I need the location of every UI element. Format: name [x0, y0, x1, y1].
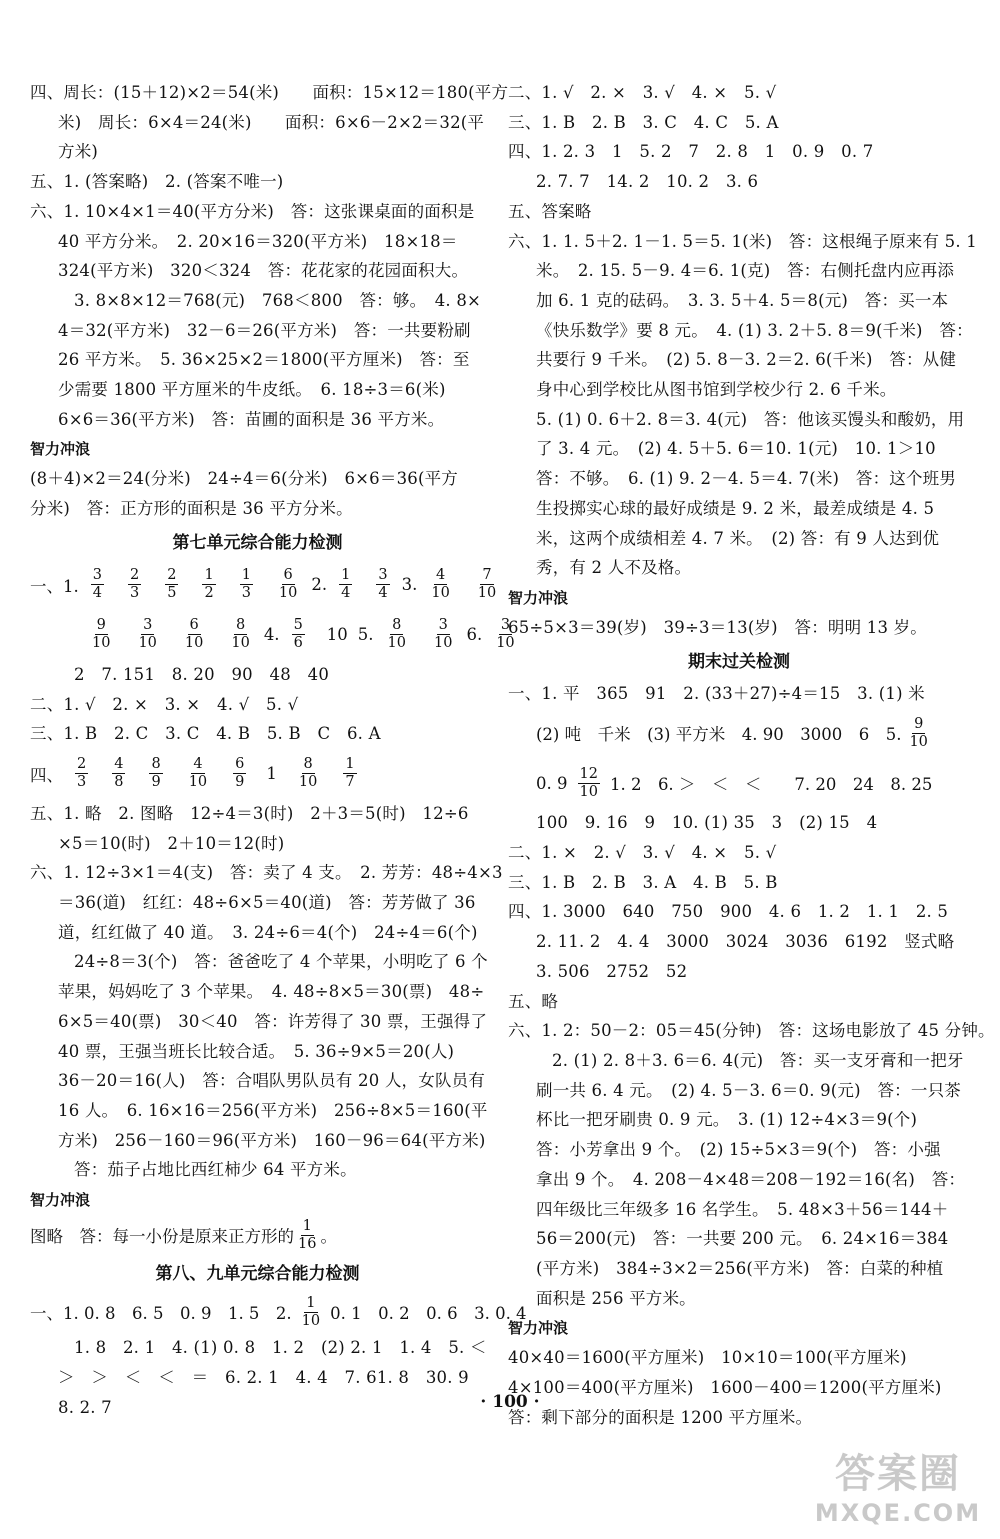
text-line: 了 3. 4 元。 (2) 4. 5＋5. 6＝10. 1(元) 10. 1＞10 — [536, 439, 936, 459]
fraction: $\frac{3}{10}$ — [434, 617, 453, 652]
fraction: $\frac{5}{6}$ — [293, 617, 303, 652]
text-line: ＞ ＞ ＜ ＜ ＝ 6. 2. 1 4. 4 7. 61. 8 30. 9 — [58, 1367, 469, 1387]
text-line: 100 9. 16 9 10. (1) 35 3 (2) 15 4 — [536, 813, 878, 833]
fraction: $\frac{8}{9}$ — [151, 756, 161, 791]
text-line: 答：小芳拿出 9 个。 (2) 15÷5×3＝9(个) 答：小强 — [536, 1140, 941, 1160]
text-line: (8＋4)×2＝24(分米) 24÷4＝6(分米) 6×6＝36(平方 — [30, 469, 459, 489]
text-line: 答：剩下部分的面积是 1200 平方厘米。 — [508, 1407, 813, 1427]
text-line: 2. 11. 2 4. 4 3000 3024 3036 6192 竖式略 — [536, 932, 955, 952]
watermark-text: 答案圈 — [835, 1451, 961, 1497]
text-line: ×5＝10(时) 2＋10＝12(时) — [58, 833, 285, 853]
fraction: $\frac{9}{10}$ — [92, 617, 111, 652]
fraction: $\frac{4}{10}$ — [431, 567, 450, 602]
fraction: $\frac{2}{3}$ — [77, 756, 87, 791]
text-line: 身中心到学校比从图书馆到学校少行 2. 6 千米。 — [536, 380, 897, 400]
fraction: $\frac{4}{10}$ — [188, 756, 208, 791]
text-line: 1. 8 2. 1 4. (1) 0. 8 1. 2 (2) 2. 1 1. 4 5. ＜ — [74, 1338, 487, 1358]
section-heading: 第八、九单元综合能力检测 — [155, 1264, 360, 1285]
text-line: 四、周长：(15＋12)×2＝54(米) 面积：15×12＝180(平方 — [30, 83, 509, 102]
fraction: $\frac{9}{10}$ — [909, 715, 928, 750]
text-line: 少需要 1800 平方厘米的牛皮纸。 6. 18÷3＝6(米) — [58, 380, 446, 400]
text-line: 四、1. 3000 640 750 900 4. 6 1. 2 1. 1 2. 5 — [508, 902, 949, 922]
text-line: 40 票，王强当班长比较合适。 5. 36÷9×5＝20(人) — [58, 1041, 455, 1061]
text-line: 4×100＝400(平方厘米) 1600－400＝1200(平方厘米) — [508, 1378, 942, 1398]
text-line: 共要行 9 千米。 (2) 5. 8－3. 2＝2. 6(千米) 答：从健 — [536, 350, 957, 370]
item-number: 6. — [466, 625, 483, 645]
text-line: 六、1. 12÷3×1＝4(支) 答：卖了 4 支。 2. 芳芳：48÷4×3 — [30, 863, 503, 883]
text-line: 道，红红做了 40 道。 3. 24÷6＝4(个) 24÷4＝6(个) — [58, 922, 478, 942]
item-number: 5. — [357, 625, 374, 645]
text-line: 8. 2. 7 — [58, 1397, 112, 1417]
fraction: $\frac{1}{10}$ — [301, 1294, 321, 1329]
text-line: 六、1. 2：50－2：05＝45(分钟) 答：这场电影放了 45 分钟。 — [508, 1021, 995, 1041]
left-column — [30, 78, 527, 1422]
text-line: 2 7. 151 8. 20 90 48 40 — [74, 664, 330, 684]
text-line: 五、答案略 — [508, 201, 592, 221]
text-line: 杯比一把牙刷贵 0. 9 元。 3. (1) 12÷4×3＝9(个) — [536, 1110, 918, 1130]
fraction-row — [30, 560, 497, 610]
right-column — [508, 78, 995, 1432]
text-line: 26 平方米。 5. 36×25×2＝1800(平方厘米) 答：至 — [58, 350, 470, 370]
section-subtitle: 智力冲浪 — [508, 588, 569, 607]
item-number: 2. — [311, 575, 328, 595]
text-line: 五、1. (答案略) 2. (答案不唯一) — [30, 172, 284, 192]
fraction: $\frac{3}{4}$ — [92, 567, 102, 602]
fraction: $\frac{4}{8}$ — [114, 756, 124, 791]
text-line: 2. 7. 7 14. 2 10. 2 3. 6 — [536, 172, 759, 192]
item-number: 3. — [401, 575, 418, 595]
item-number: 四、 — [30, 765, 63, 785]
section-subtitle: 智力冲浪 — [30, 1191, 91, 1210]
text-line: 4＝32(平方米) 32－6＝26(平方米) 答：一共要粉刷 — [58, 320, 471, 340]
text-line: 加 6. 1 克的砝码。 3. 3. 5＋4. 5＝8(元) 答：买一本 — [536, 290, 949, 310]
text-line: (2) 吨 千米 (3) 平方米 4. 90 3000 6 5. — [536, 725, 902, 745]
fraction: $\frac{1}{4}$ — [341, 567, 351, 602]
fraction: $\frac{6}{10}$ — [278, 567, 298, 602]
answer-value: 10 — [326, 625, 348, 645]
text-line: 米) 周长：6×4＝24(米) 面积：6×6－2×2＝32(平 — [58, 112, 485, 132]
text-line: 。 — [320, 1227, 337, 1247]
fraction-row — [508, 758, 970, 808]
text-line: 苹果，妈妈吃了 3 个苹果。 4. 48÷8×5＝30(票) 48÷ — [58, 982, 485, 1002]
fraction: $\frac{1}{2}$ — [204, 567, 214, 602]
text-line: 方米) — [58, 142, 99, 162]
fraction: $\frac{6}{9}$ — [235, 756, 245, 791]
fraction-row — [30, 610, 515, 660]
fraction: $\frac{3}{10}$ — [138, 617, 157, 652]
text-line: 面积是 256 平方米。 — [536, 1288, 696, 1308]
text-line: 5. (1) 0. 6＋2. 8＝3. 4(元) 答：他该买馒头和酸奶，用 — [536, 409, 965, 429]
text-line: 0. 9 — [536, 773, 568, 793]
text-line: 五、1. 略 2. 图略 12÷4＝3(时) 2＋3＝5(时) 12÷6 — [30, 803, 469, 823]
text-line: 三、1. B 2. B 3. C 4. C 5. A — [508, 112, 779, 132]
text-line: 生投掷实心球的最好成绩是 9. 2 米，最差成绩是 4. 5 — [536, 498, 935, 518]
text-line: 三、1. B 2. B 3. A 4. B 5. B — [508, 872, 778, 892]
text-line: 米，这两个成绩相差 4. 7 米。 (2) 答：有 9 人达到优 — [536, 528, 940, 548]
fraction: $\frac{1}{16}$ — [298, 1217, 317, 1252]
fraction: $\frac{12}{10}$ — [579, 765, 598, 800]
text-line: 二、1. √ 2. × 3. × 4. √ 5. √ — [30, 694, 299, 714]
fraction: $\frac{6}{10}$ — [184, 617, 204, 652]
section-heading: 第七单元综合能力检测 — [172, 532, 343, 553]
fraction-row — [30, 1291, 527, 1333]
text-line: (平方米) 384÷3×2＝256(平方米) 答：白菜的种植 — [536, 1258, 944, 1278]
section-subtitle: 智力冲浪 — [30, 440, 91, 459]
text-line: 《快乐数学》要 8 元。 4. (1) 3. 2＋5. 8＝9(千米) 答： — [536, 320, 973, 340]
text-line: 65÷5×3＝39(岁) 39÷3＝13(岁) 答：明明 13 岁。 — [508, 617, 927, 637]
text-line: 图略 答：每一小份是原来正方形的 — [30, 1227, 294, 1247]
text-line: 六、1. 1. 5＋2. 1－1. 5＝5. 1(米) 答：这根绳子原来有 5. 1 — [508, 231, 977, 251]
text-line: ＝36(道) 红红：48÷6×5＝40(道) 答：芳芳做了 36 — [58, 893, 476, 913]
text-line: 324(平方米) 320＜324 答：花花家的花园面积大。 — [58, 261, 469, 281]
section-heading: 期末过关检测 — [688, 651, 790, 672]
text-line: 40 平方分米。 2. 20×16＝320(平方米) 18×18＝ — [58, 231, 458, 251]
text-line: 2. (1) 2. 8＋3. 6＝6. 4(元) 答：买一支牙膏和一把牙 — [552, 1050, 964, 1070]
text-line: 6×6＝36(平方米) 答：苗圃的面积是 36 平方米。 — [58, 409, 445, 429]
text-line: 3. 506 2752 52 — [536, 961, 688, 981]
fraction: $\frac{2}{3}$ — [129, 567, 140, 602]
fraction: $\frac{8}{10}$ — [231, 617, 250, 652]
text-line: 五、略 — [508, 991, 559, 1011]
text-line: 方米) 256－160＝96(平方米) 160－96＝64(平方米) — [58, 1130, 486, 1150]
fraction-row — [30, 749, 485, 799]
fraction: $\frac{3}{4}$ — [378, 567, 388, 602]
text-line: 答：茄子占地比西红柿少 64 平方米。 — [74, 1160, 357, 1180]
fraction: $\frac{8}{10}$ — [298, 756, 318, 791]
text-line: 拿出 9 个。 4. 208－4×48＝208－192＝16(名) 答： — [536, 1169, 966, 1189]
text-line: 二、1. × 2. √ 3. √ 4. × 5. √ — [508, 843, 777, 863]
fraction: $\frac{7}{10}$ — [477, 567, 497, 602]
item-number: 一、1. — [30, 576, 79, 596]
text-line: 36－20＝16(人) 答：合唱队男队员有 20 人，女队员有 — [58, 1071, 486, 1091]
text-line: 秀，有 2 人不及格。 — [536, 558, 692, 578]
watermark-url: MXQE.COM — [814, 1499, 982, 1527]
item-number: 4. — [263, 625, 280, 645]
text-line: 米。 2. 15. 5－9. 4＝6. 1(克) 答：右侧托盘内应再添 — [536, 261, 955, 281]
text-line: 0. 1 0. 2 0. 6 3. 0. 4 — [330, 1304, 527, 1324]
text-line: 40×40＝1600(平方厘米) 10×10＝100(平方厘米) — [508, 1348, 907, 1368]
text-line: 56＝200(元) 答：一共要 200 元。 6. 24×16＝384 — [536, 1229, 949, 1249]
text-line: 三、1. B 2. C 3. C 4. B 5. B C 6. A — [30, 724, 381, 744]
fraction-row — [30, 1215, 485, 1255]
text-line: 24÷8＝3(个) 答：爸爸吃了 4 个苹果，小明吃了 6 个 — [74, 952, 488, 972]
fraction: $\frac{1}{3}$ — [241, 567, 251, 602]
fraction: $\frac{8}{10}$ — [387, 617, 406, 652]
text-line: 答：不够。 6. (1) 9. 2－4. 5＝4. 7(米) 答：这个班男 — [536, 469, 957, 489]
text-line: 六、1. 10×4×1＝40(平方分米) 答：这张课桌面的面积是 — [30, 201, 475, 221]
fraction: $\frac{2}{5}$ — [167, 567, 177, 602]
text-line: 分米) 答：正方形的面积是 36 平方分米。 — [30, 499, 353, 519]
watermark-logo — [808, 1450, 988, 1536]
fraction: $\frac{1}{7}$ — [345, 756, 355, 791]
page-number: · 100 · — [480, 1392, 540, 1412]
fraction: $\frac{3}{10}$ — [496, 617, 515, 652]
text-line: 一、1. 0. 8 6. 5 0. 9 1. 5 2. — [30, 1304, 292, 1324]
text-line: 四年级比三年级多 16 名学生。 5. 48×3＋56＝144＋ — [536, 1199, 949, 1219]
text-line: 四、1. 2. 3 1 5. 2 7 2. 8 1 0. 9 0. 7 — [508, 142, 874, 162]
section-subtitle: 智力冲浪 — [508, 1319, 569, 1338]
text-line: 二、1. √ 2. × 3. √ 4. × 5. √ — [508, 83, 777, 102]
answer-value: 1 — [266, 764, 277, 784]
text-line: 3. 8×8×12＝768(元) 768＜800 答：够。 4. 8× — [74, 290, 482, 310]
text-line: 6×5＝40(票) 30＜40 答：许芳得了 30 票，王强得了 — [58, 1011, 488, 1031]
text-line: 16 人。 6. 16×16＝256(平方米) 256÷8×5＝160(平 — [58, 1100, 488, 1120]
fraction-row — [508, 708, 970, 758]
text-line: 1. 2 6. ＞ ＜ ＜ 7. 20 24 8. 25 — [609, 775, 933, 795]
text-line: 刷一共 6. 4 元。 (2) 4. 5－3. 6＝0. 9(元) 答：一只茶 — [536, 1080, 961, 1100]
text-line: 一、1. 平 365 91 2. (33＋27)÷4＝15 3. (1) 米 — [508, 683, 925, 703]
